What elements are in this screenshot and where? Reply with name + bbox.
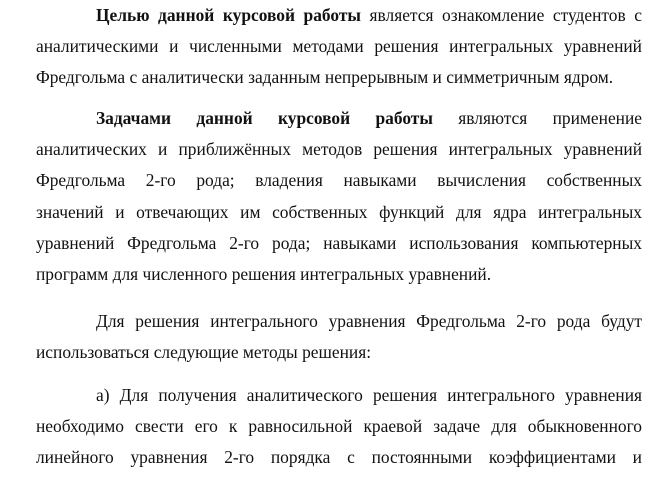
text-line: а) Для получения аналитического решения интегрального уравнения — [96, 385, 642, 405]
text-line: аналитическими и численными методами решения интегральных уравнений — [36, 36, 642, 57]
text-line — [36, 103, 642, 134]
text-line: аналитических и приближённых методов решения интегральных уравнений — [36, 139, 642, 160]
text-line: программ для численного решения интегральных уравнений. — [36, 263, 492, 284]
text-line — [36, 0, 642, 31]
text-line: необходимо свести его к равносильной краевой задаче для обыкновенного — [36, 416, 642, 437]
line-text: является ознакомление студентов с — [360, 5, 642, 25]
text-line: линейного уравнения 2-го порядка с постоянными коэффициентами и — [36, 447, 642, 468]
text-line: уравнений Фредгольма 2-го рода; навыками использования компьютерных — [36, 232, 642, 253]
bold-phrase: Целью данной курсовой работы — [96, 5, 361, 25]
paragraph-tasks — [36, 103, 642, 290]
paragraph-method-a — [36, 380, 642, 474]
text-line: Фредгольма 2-го рода; владения навыками вычисления собственных — [36, 170, 642, 191]
bold-phrase: Задачами данной курсовой работы — [96, 108, 433, 128]
text-line: значений и отвечающих им собственных функций для ядра интегральных — [36, 201, 642, 222]
text-line: использоваться следующие методы решения: — [36, 342, 372, 363]
paragraph-methods-intro — [36, 306, 642, 368]
line-text: являются применение — [432, 108, 642, 128]
paragraph-goal — [36, 0, 642, 94]
text-line: Фредгольма с аналитически заданным непрерывным и симметричным ядром. — [36, 67, 614, 88]
text-line: Для решения интегрального уравнения Фредгольма 2-го рода будут — [96, 311, 642, 331]
